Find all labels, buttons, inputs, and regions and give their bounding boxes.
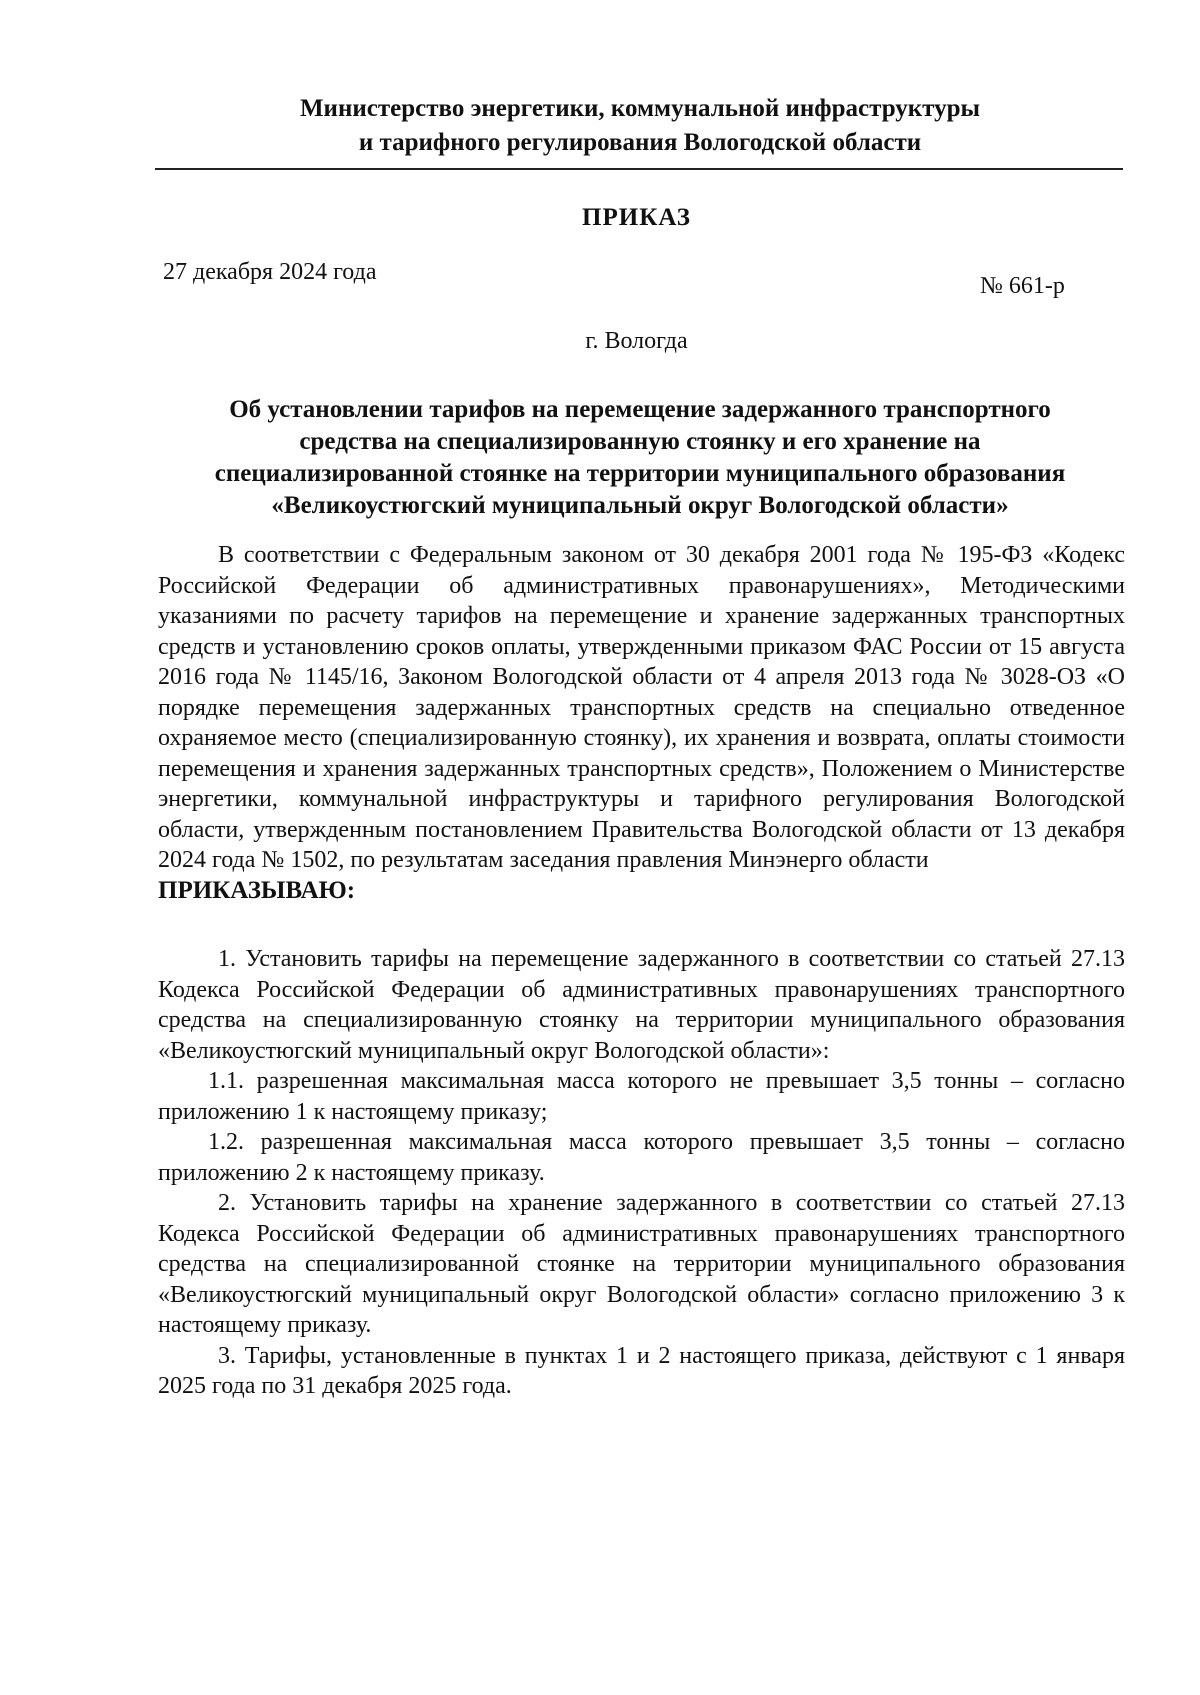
preamble-paragraph: В соответствии с Федеральным законом от 30 декабря 2001 года № 195-ФЗ «Кодекс Российской Федерации об административных правонарушениях», Методическими указаниями по расчету тарифов на перемещение и хранение задержанных транспортных средств и установлению сроков оплаты, утвержденными приказом ФАС России от 15 августа 2016 года № 1145/16, Законом Вологодской области от 4 апреля 2013 года № 3028-ОЗ «О порядке перемещения задержанных транспортных средств на специально отведенное охраняемое место (специализированную стоянку), их хранения и возврата, оплаты стоимости перемещения и хранения задержанных транспортных средств», Положением о Министерстве энергетики, коммунальной инфраструктуры и тарифного регулирования Вологодской области, утвержденным постановлением Правительства Вологодской области от 13 декабря 2024 года № 1502, по результатам заседания правления Минэнерго области	[158, 542, 1125, 873]
document-subject	[150, 394, 1130, 522]
spacer	[158, 906, 1125, 944]
document-city: г. Вологда	[585, 328, 688, 354]
organization-name	[155, 92, 1125, 160]
header-divider	[155, 168, 1123, 170]
item-1: 1. Установить тарифы на перемещение задержанного в соответствии со статьей 27.13 Кодекса Российской Федерации об административных правонарушениях транспортного средства на специализированную стоянку на территории муниципального образования «Великоустюгский муниципальный округ Вологодской области»:	[158, 946, 1125, 1064]
subject-line-3: специализированной стоянке на территории муниципального образования	[214, 460, 1066, 487]
document-number: № 661-р	[980, 273, 1065, 299]
item-1-1: 1.1. разрешенная максимальная масса которого не превышает 3,5 тонны – согласно приложению 1 к настоящему приказу;	[158, 1068, 1125, 1125]
item-2: 2. Установить тарифы на хранение задержанного в соответствии со статьей 27.13 Кодекса Российской Федерации об административных правонарушениях транспортного средства на специализированной стоянке на территории муниципального образования «Великоустюгский муниципальный округ Вологодской области» согласно приложению 3 к настоящему приказу.	[158, 1190, 1125, 1338]
order-heading: ПРИКАЗЫВАЮ:	[158, 876, 356, 904]
organization-line-1: Министерство энергетики, коммунальной инфраструктуры	[299, 95, 981, 122]
document-date: 27 декабря 2024 года	[163, 259, 377, 285]
subject-line-1: Об установлении тарифов на перемещение задержанного транспортного	[229, 396, 1051, 423]
item-1-2: 1.2. разрешенная максимальная масса которого превышает 3,5 тонны – согласно приложению 2 к настоящему приказу.	[158, 1129, 1125, 1186]
organization-line-2: и тарифного регулирования Вологодской области	[358, 129, 922, 156]
item-3: 3. Тарифы, установленные в пунктах 1 и 2 настоящего приказа, действуют с 1 января 2025 года по 31 декабря 2025 года.	[158, 1342, 1125, 1399]
subject-line-2: средства на специализированную стоянку и его хранение на	[299, 428, 981, 455]
subject-line-4: «Великоустюгский муниципальный округ Вологодской области»	[271, 492, 1009, 519]
document-body	[158, 540, 1125, 1402]
document-type: ПРИКАЗ	[582, 204, 691, 231]
